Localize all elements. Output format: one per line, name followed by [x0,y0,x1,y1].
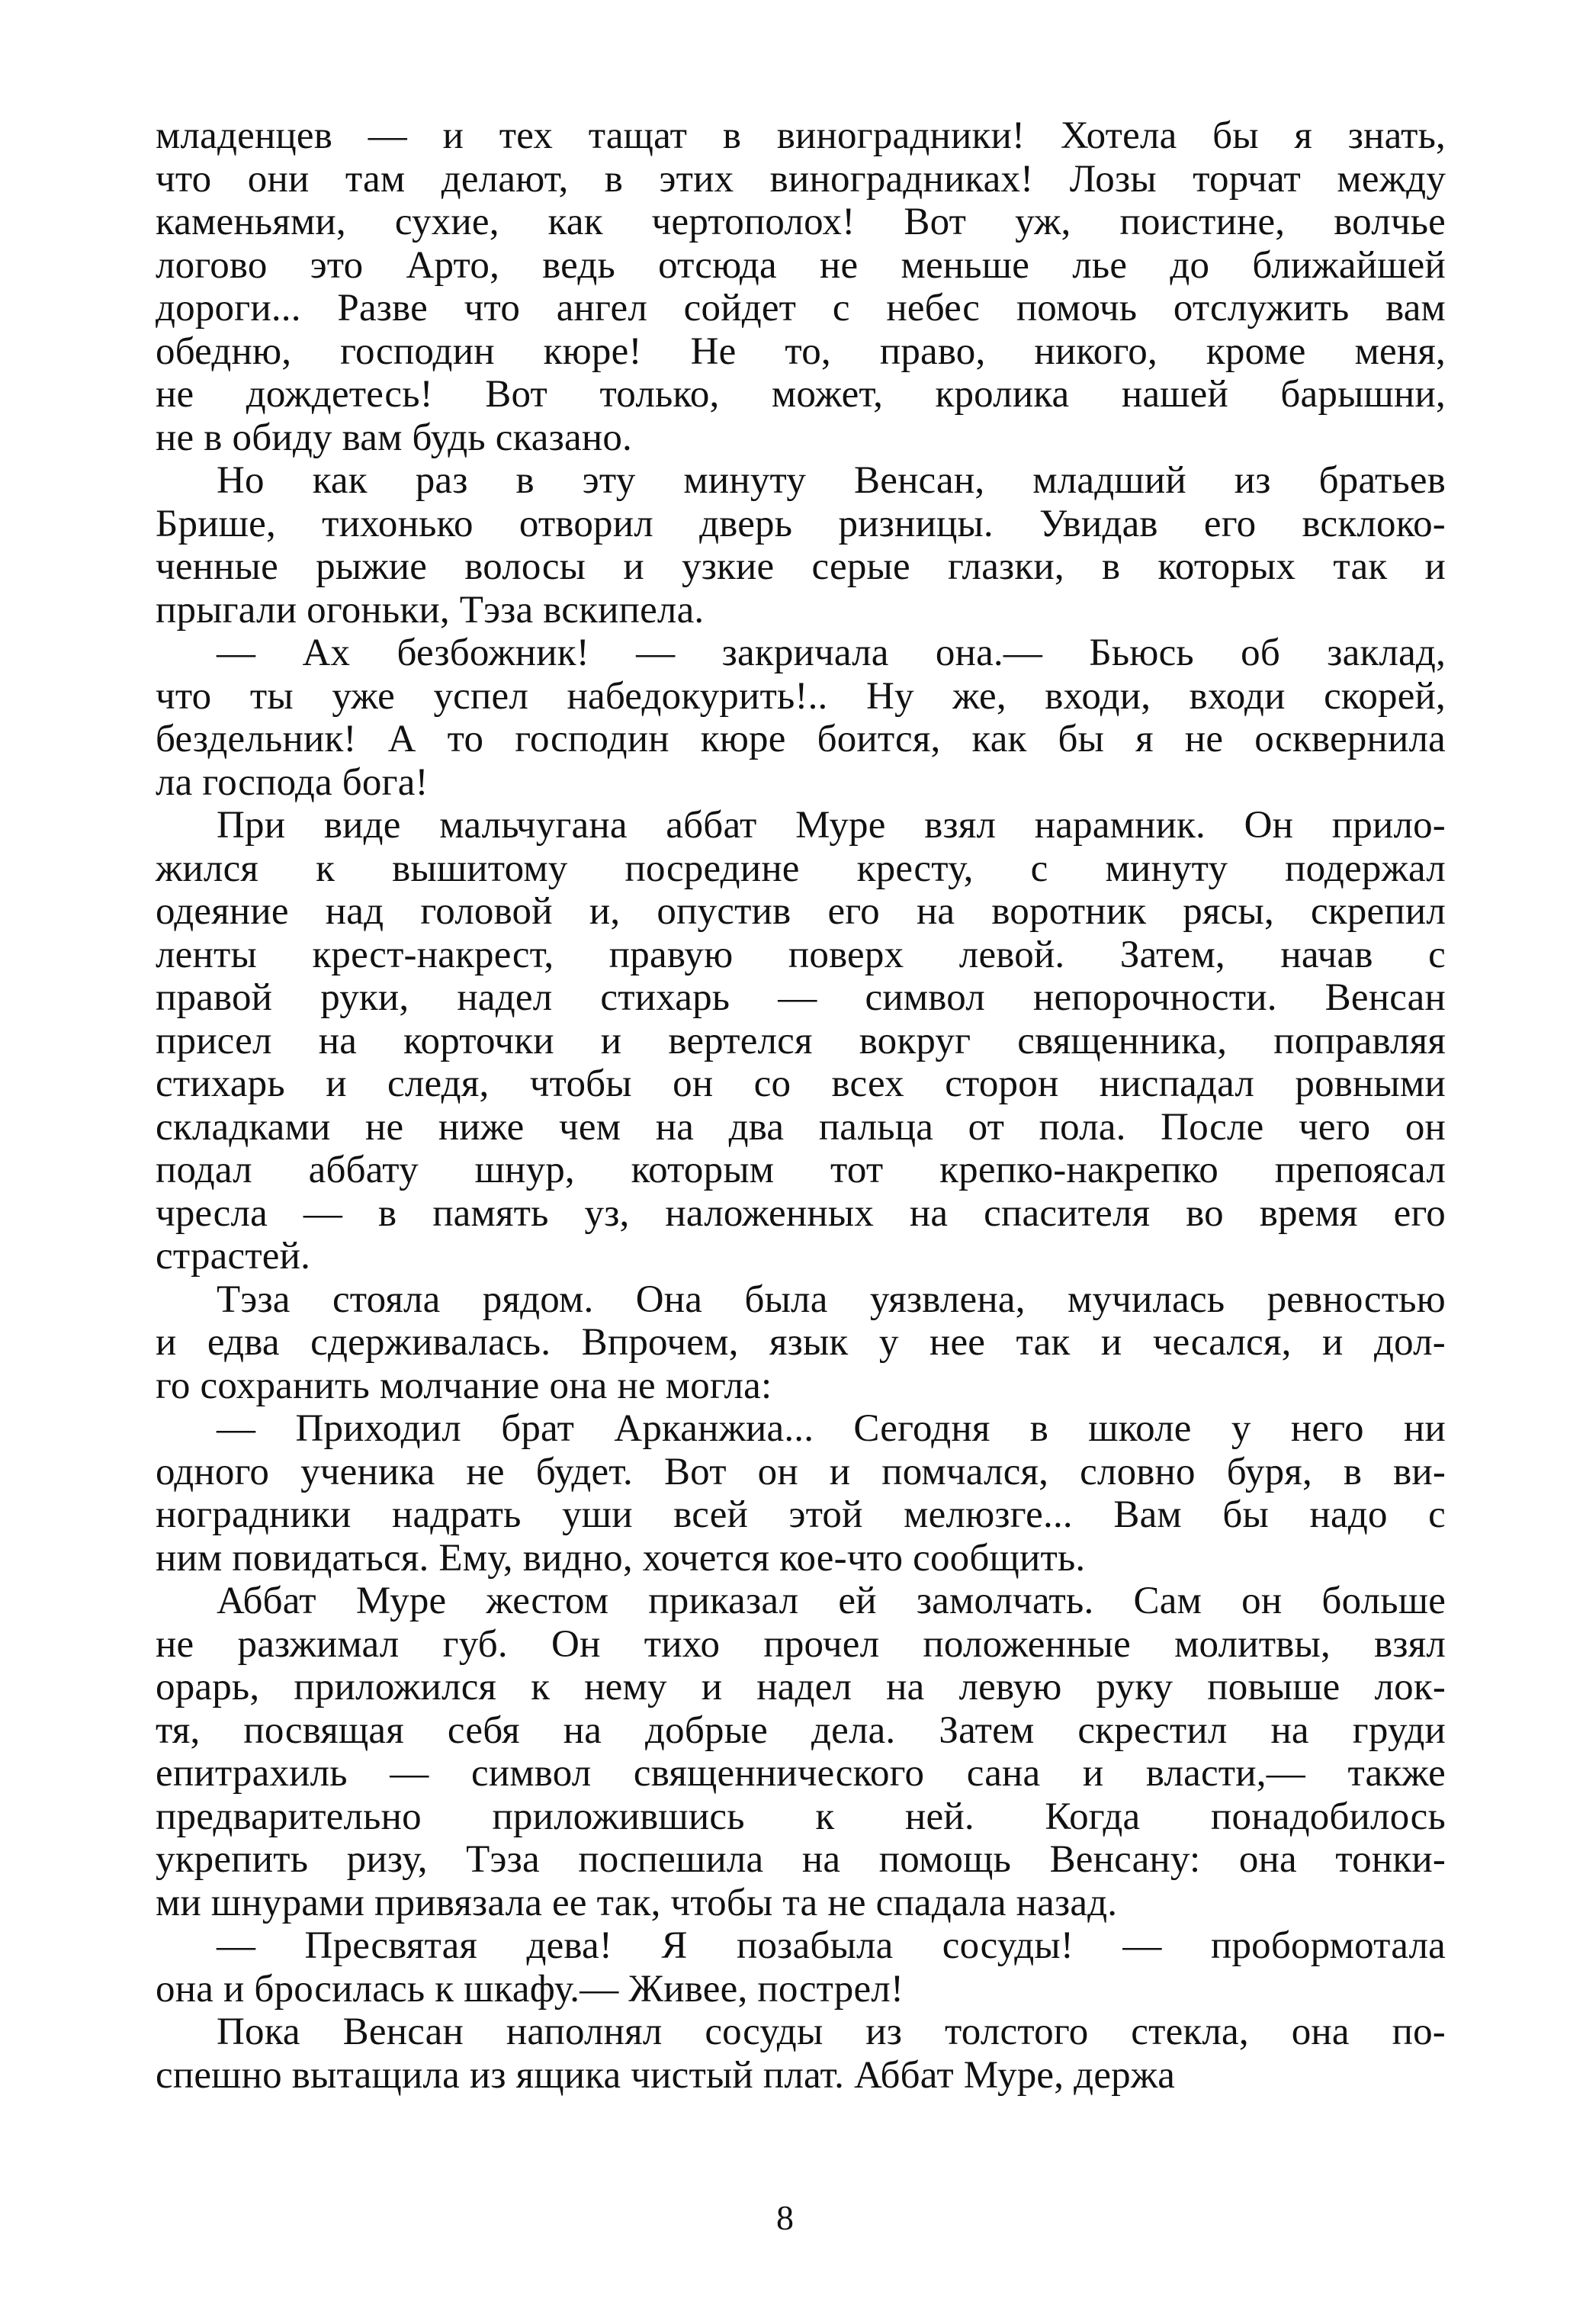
text-line: бездельник! А то господин кюре боится, как бы я не осквернила [156,718,1446,760]
text-line: орарь, приложился к нему и надел на левую руку повыше лок- [156,1666,1446,1708]
text-line: ленты крест-накрест, правую поверх левой. Затем, начав с [156,933,1446,976]
text-line: дороги... Разве что ангел сойдет с небес помочь отслужить вам [156,287,1446,329]
text-line: ми шнурами привязала ее так, чтобы та не спадала назад. [156,1881,1118,1924]
text-line: не разжимал губ. Он тихо прочел положенные молитвы, взял [156,1622,1446,1666]
text-line: чресла — в память уз, наложенных на спасителя во время его [156,1191,1446,1235]
text-line: — Пресвятая дева! Я позабыла сосуды! — пробормотала [217,1924,1446,1967]
page-number: 8 [776,2198,794,2237]
text-line: каменьями, сухие, как чертополох! Вот уж, поистине, волчье [156,201,1446,243]
text-line: одного ученика не будет. Вот он и помчался, словно буря, в ви- [156,1450,1446,1493]
text-line: — Приходил брат Арканжиа... Сегодня в школе у него ни [217,1407,1446,1450]
text-line: жился к вышитому посредине кресту, с минуту подержал [156,847,1446,890]
text-line: — Ах безбожник! — закричала она.— Бьюсь об заклад, [217,632,1446,674]
text-line: Пока Венсан наполнял сосуды из толстого стекла, она по- [217,2011,1446,2053]
text-line: При виде мальчугана аббат Муре взял нарамник. Он прило- [217,804,1446,847]
body-text [156,114,1446,2097]
text-line: присел на корточки и вертелся вокруг священника, поправляя [156,1019,1446,1062]
text-line: го сохранить молчание она не могла: [156,1364,772,1407]
text-line: Но как раз в эту минуту Венсан, младший из братьев [217,459,1446,502]
text-line: она и бросилась к шкафу.— Живее, пострел! [156,1967,904,2011]
text-line: епитрахиль — символ священнического сана и власти,— также [156,1752,1446,1795]
text-line: тя, посвящая себя на добрые дела. Затем скрестил на груди [156,1708,1446,1752]
text-line: ла господа бога! [156,760,429,804]
text-line: и едва сдерживалась. Впрочем, язык у нее так и чесался, и дол- [156,1321,1446,1364]
text-line: прыгали огоньки, Тэза вскипела. [156,588,705,632]
text-line: младенцев — и тех тащат в виноградники! Хотела бы я знать, [156,114,1446,157]
text-line: одеяние над головой и, опустив его на воротник рясы, скрепил [156,890,1446,933]
text-line: ченные рыжие волосы и узкие серые глазки, в которых так и [156,545,1446,588]
text-line: обедню, господин кюре! Не то, право, никого, кроме меня, [156,329,1446,373]
text-line: ноградники надрать уши всей этой мелюзге... Вам бы надо с [156,1493,1446,1536]
text-line: Брише, тихонько отворил дверь ризницы. Увидав его всклоко- [156,502,1446,545]
text-line: Тэза стояла рядом. Она была уязвлена, мучилась ревностью [217,1278,1446,1321]
text-line: подал аббату шнур, которым тот крепко-накрепко препоясал [156,1149,1446,1191]
text-line: страстей. [156,1235,311,1278]
text-line: что ты уже успел набедокурить!.. Ну же, входи, входи скорей, [156,674,1446,718]
text-line: не в обиду вам будь сказано. [156,416,632,459]
text-line: спешно вытащила из ящика чистый плат. Аббат Муре, держа [156,2053,1176,2097]
text-line: стихарь и следя, чтобы он со всех сторон ниспадал ровными [156,1062,1446,1105]
text-line: укрепить ризу, Тэза поспешила на помощь Венсану: она тонки- [156,1838,1446,1881]
text-line: не дождетесь! Вот только, может, кролика нашей барышни, [156,373,1446,416]
text-line: предварительно приложившись к ней. Когда понадобилось [156,1795,1446,1838]
text-line: складками не ниже чем на два пальца от пола. После чего он [156,1105,1446,1149]
text-line: что они там делают, в этих виноградниках! Лозы торчат между [156,157,1446,201]
text-line: ним повидаться. Ему, видно, хочется кое-что сообщить. [156,1536,1086,1580]
text-line: Аббат Муре жестом приказал ей замолчать. Сам он больше [217,1580,1446,1622]
text-line: логово это Арто, ведь отсюда не меньше лье до ближайшей [156,243,1446,287]
text-line: правой руки, надел стихарь — символ непорочности. Венсан [156,976,1446,1019]
